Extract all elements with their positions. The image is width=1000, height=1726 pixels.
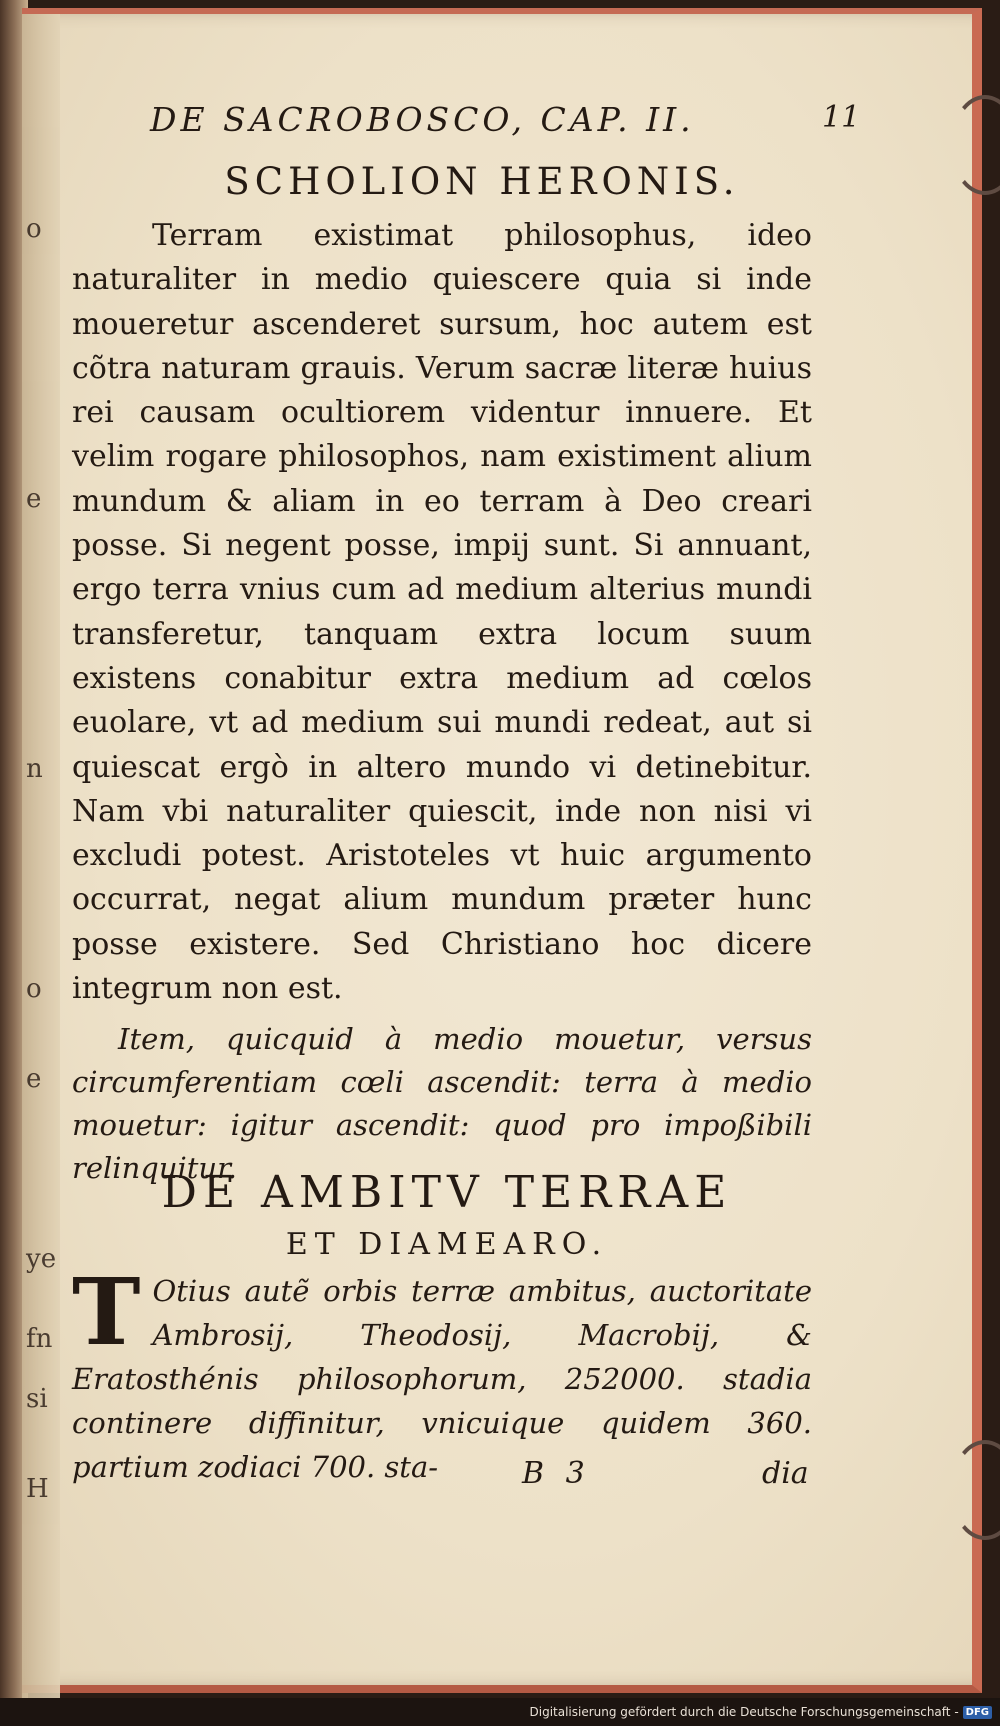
peek-letter: e [26,1064,42,1094]
running-head: DE SACROBOSCO, CAP. II. [150,100,695,139]
peek-letter: e [26,484,42,514]
page-number: 11 [822,100,861,135]
previous-page-edge [22,14,60,1699]
peek-letter: o [26,974,42,1004]
chapter-heading: DE AMBITV TERRAE [161,1167,733,1218]
peek-letter: si [26,1384,48,1414]
catchword: dia [762,1456,809,1491]
peek-letter: n [26,754,43,784]
dfg-logo-icon: DFG [963,1706,992,1719]
signature-mark: B 3 [522,1456,591,1491]
drop-cap: T [72,1258,141,1366]
body-paragraph: Terram existimat philosophus, ideo naturaliter in medio quiescere quia si inde moueretur ascenderet sursum, hoc autem est cõtra naturam grauis. Verum sacræ literæ huius rei causam ocultiorem videntur innuere. Et velim rogare philosophos, nam existiment alium mundum & aliam in eo terram à Deo creari posse. Si negent posse, impij sunt. Si annuant, ergo terra vnius cum ad medium alterius mundi transferetur, tanquam extra locum suum existens conabitur extra medium ad cœlos euolare, vt ad medium sui mundi redeat, aut si quiescat ergò in altero mundo vi detinebitur. Nam vbi naturaliter quiescit, inde non nisi vi excludi potest. Aristoteles vt huic argumento occurrat, negat alium mundum præter hunc posse existere. Sed Christiano hoc dicere integrum non est. [72,218,812,1007]
peek-letter: fn [26,1324,53,1354]
italic-paragraph: Item, quicquid à medio mouetur, versus circumferentiam cœli ascendit: terra à medio mouetur: igitur ascendit: quod pro impoßibili relinquitur. [72,1022,812,1185]
book-page [22,8,982,1693]
peek-letter: ye [26,1244,57,1274]
footer-bar [0,1698,1000,1726]
dropcap-paragraph-block [72,1258,812,1489]
peek-letter: H [26,1474,49,1504]
peek-letter: o [26,214,42,244]
footer-credit: Digitalisierung gefördert durch die Deutsche Forschungsgemeinschaft - [529,1705,959,1719]
section-title: SCHOLION HERONIS. [224,160,740,203]
chapter-subheading: ET DIAMEARO. [285,1227,609,1262]
dropcap-paragraph: Otius autẽ orbis terræ ambitus, auctoritate Ambrosij, Theodosij, Macrobij, & Eratosthénis philosophorum, 252000. stadia continere diffinitur, vnicuique quidem 360. partium zodiaci 700. sta- [72,1274,812,1484]
